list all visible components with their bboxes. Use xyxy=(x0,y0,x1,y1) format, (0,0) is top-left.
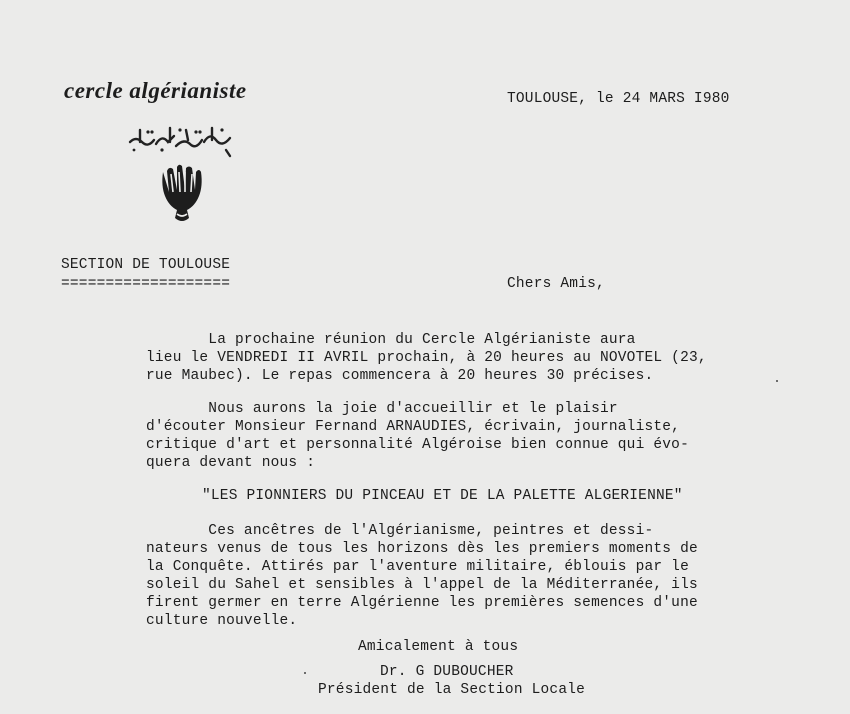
section-underline: =================== xyxy=(61,276,231,292)
paragraph-speaker: Nous aurons la joie d'accueillir et le plaisir d'écouter Monsieur Fernand ARNAUDIES, écrivain, journaliste, critique d'art et personnalité Algéroise bien connue qui évo- quera devant nous : xyxy=(146,401,689,471)
signer-title: Président de la Section Locale xyxy=(318,682,586,698)
signer-name: Dr. G DUBOUCHER xyxy=(380,664,514,680)
organization-name: cercle algérianiste xyxy=(64,78,247,103)
paragraph-meeting: La prochaine réunion du Cercle Algérianiste aura lieu le VENDREDI II AVRIL prochain, à 20 heures au NOVOTEL (23, rue Maubec). Le repas commencera à 20 heures 30 précises. xyxy=(146,332,707,384)
paper-speck xyxy=(304,672,306,674)
section-heading: SECTION DE TOULOUSE xyxy=(61,257,231,273)
talk-title: "LES PIONNIERS DU PINCEAU ET DE LA PALETTE ALGERIENNE" xyxy=(202,488,683,504)
hamsa-hand-icon xyxy=(155,162,209,226)
closing-line: Amicalement à tous xyxy=(358,639,519,655)
arabic-calligraphy-icon xyxy=(126,122,238,158)
date-line: TOULOUSE, le 24 MARS I980 xyxy=(507,91,730,107)
paper-speck xyxy=(776,380,778,382)
salutation: Chers Amis, xyxy=(507,276,605,292)
paragraph-ancestors: Ces ancêtres de l'Algérianisme, peintres et dessi- nateurs venus de tous les horizons dès les premiers moments de la Conquête. Attirés par l'aventure militaire, éblouis par le soleil du Sahel et sensibles à l'appel de la Méditerranée, ils firent germer en terre Algérienne les premières semences d'une culture nouvelle. xyxy=(146,523,698,629)
